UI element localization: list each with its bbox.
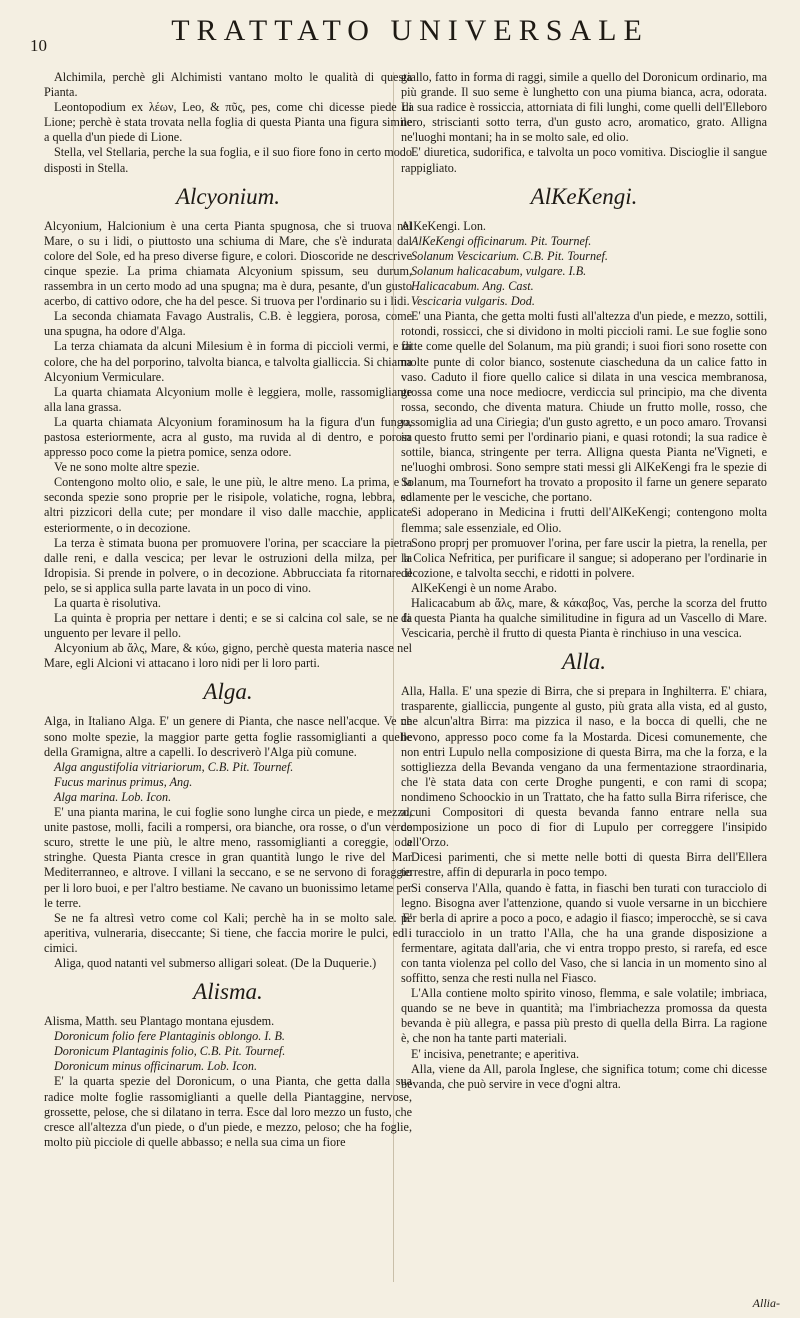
- paragraph: Stella, vel Stellaria, perche la sua foglia, e il suo fiore fono in certo modo disposti in Stella.: [44, 145, 412, 175]
- synonym-line: Halicacabum. Ang. Cast.: [411, 279, 534, 294]
- paragraph: Contengono molto olio, e sale, le une più, le altre meno. La prima, e la seconda spezie sono proprie per le risipole, volatiche, rogna, lebbra, ed altri pizzicori della cute; per mondare il viso dalle macchie, applicate esteriormente, o in decozione.: [44, 475, 412, 535]
- paragraph: Halicacabum ab ἅλς, mare, & κάκαβος, Vas, perche la scorza del frutto di questa Pianta ha qualche similitudine in figura ad un Vascello di Mare. Vescicaria, perchè il frutto di questa Pianta è rinchiuso in una vescica.: [401, 596, 767, 641]
- paragraph: Leontopodium ex λέων, Leo, & πῦς, pes, come chi dicesse piede di Lione; perchè è stata trovata nella foglia di questa Pianta una figura simile a quella d'un piede di Lione.: [44, 100, 412, 145]
- paragraph: E' diuretica, sudorifica, e talvolta un poco vomitiva. Discioglie il sangue rappigliato.: [401, 145, 767, 175]
- synonym-line: Fucus marinus primus, Ang.: [54, 774, 193, 789]
- right-column: [401, 70, 767, 1092]
- synonym-line: Doronicum minus officinarum. Lob. Icon.: [54, 1059, 258, 1074]
- page-number: 10: [30, 36, 47, 55]
- entry-heading-alga: Alga.: [203, 679, 253, 705]
- paragraph: E' una pianta marina, le cui foglie sono lunghe circa un piede, e mezzo, unite pastose, molli, facili a rompersi, ora bianche, ora rosse, o d'un verde scuro, strette le une più, le altre meno, rassomiglianti a coreggie, o a stringhe. Questa Pianta cresce in gran quantità lungo le rive del Mar Mediterranneo, e altrove. I villani la seccano, e se ne servono di foraggio per li loro buoi, e per l'altro bestiame. Ne cavano un buonissimo letame per le terre.: [44, 805, 412, 910]
- paragraph: La quarta è risolutiva.: [54, 596, 161, 610]
- running-head: [0, 6, 800, 66]
- paragraph: L'Alla contiene molto spirito vinoso, flemma, e sale volatile; imbriaca, quando se ne beve in quantità; ma l'imbriachezza promossa da questa bevanda è più allegra, e passa più presto di quella della Birra. La ragione è, che non ha tante parti materiali.: [401, 986, 767, 1046]
- paragraph: La terza è stimata buona per promuovere l'orina, per scacciare la pietra dalle reni, e dalla vescica; per levar le ostruzioni della milza, per la Idropisia. Si prende in polvere, o in decozione. Abbrucciata fa ritornare il pelo, se si applica sulla parte lavata in un poco di vino.: [44, 535, 412, 595]
- paragraph: E' incisiva, penetrante; e aperitiva.: [411, 1046, 580, 1061]
- paragraph: Alla, Halla. E' una spezie di Birra, che si prepara in Inghilterra. E' chiara, trasparente, gialliccia, pungente al gusto, più grata alla vista, ed al gusto, che alcun'altra Birra: ma pizzica il naso, e la bocca di quelli, che ne bevono, appresso poco come fa la Mostarda. Dicesi comunemente, che non entri Lupulo nella composizione di questa Birra, ma che la forza, e la sottigliezza della Bevanda vengano da una fermentazione straordinaria, che l'è stata data con certe Droghe pungenti, e con rami di scopa; nondimeno Schoockio in un Trattato, che ha fatto sulla Birra riferisce, che alcuni Compositori di questa bevanda fanno entrare nella sua composizione un poco di fior di Lupulo per correggere l'insipido dell'Orzo.: [401, 684, 767, 850]
- paragraph: E' la quarta spezie del Doronicum, o una Pianta, che getta dalla sua radice molte foglie rassomiglianti a quelle della Piantaggine, nervose, grossette, pelose, che si dilatano in terra. Esce dal loro mezzo un fusto, che cresce all'altezza d'un piede, o d'un piede, e mezzo, peloso; che ha foglie, molto più picciole di quelle abbasso; e nella sua cima un fiore: [44, 1074, 412, 1149]
- paragraph: Alchimila, perchè gli Alchimisti vantano molto le qualità di questa Pianta.: [44, 70, 412, 100]
- paragraph: giallo, fatto in forma di raggi, simile a quello del Doronicum ordinario, ma più grande. Il suo seme è lunghetto con una piuma bianca, acra, odorata. La sua radice è rossiccia, attorniata di fili lunghi, come quelli dell'Elleboro nero, striscianti sotto terra, d'un gusto acro, aromatico, grato. Alligna ne'luoghi montani; ha in se molto sale, ed olio.: [401, 70, 767, 145]
- entry-heading-alcyonium: Alcyonium.: [175, 183, 281, 209]
- synonym-line: Solanum halicacabum, vulgare. I.B.: [411, 263, 587, 278]
- synonym-line: Alga angustifolia vitriariorum, C.B. Pit. Tournef.: [54, 759, 294, 774]
- paragraph: La seconda chiamata Favago Australis, C.B. è leggiera, porosa, come una spugna, ha odore d'Alga.: [44, 309, 412, 339]
- synonym-line: Doronicum Plantaginis folio, C.B. Pit. Tournef.: [54, 1044, 286, 1059]
- paragraph: Si adoperano in Medicina i frutti dell'AlKeKengi; contengono molta flemma; sale essenziale, ed Olio.: [401, 505, 767, 535]
- paragraph: Si conserva l'Alla, quando è fatta, in fiaschi ben turati con turacciolo di legno. Bisogna aver l'attenzione, quando si vuole versarne in un bicchiere per berla di aprire a poco a poco, e adagio il fiasco; imperocchè, se si cava il turacciolo in un tratto l'Alla, che ha una grande disposizione a fermentare, agitata dall'aria, che vi entra troppo presto, si rarefa, ed esce con tanta violenza pel collo del Vaso, che si lancia in un momento sino al soffitto, senza che resti nulla nel Fiasco.: [401, 880, 767, 986]
- running-title: TRATTATO UNIVERSALE: [171, 14, 649, 47]
- paragraph: AlKeKengi è un nome Arabo.: [411, 580, 557, 595]
- catchword: Allia-: [752, 1296, 780, 1310]
- paragraph: Alcyonium, Halcionium è una certa Pianta spugnosa, che si truova nel Mare, o su i lidi, o piuttosto una schiuma di Mare, che s'è indurata dal colore del Sole, ed ha preso diverse figure, e colori. Dioscoride ne descrive cinque spezie. La prima chiamata Alcyonium spissum, seu durum, rassembra in un certo modo ad una spugna; ma è dura, pesante, d'un gusto acerbo, di cattivo odore, che ha del pesce. Si truova per l'ordinario su i lidi.: [44, 218, 412, 309]
- paragraph: Alisma, Matth. seu Plantago montana ejusdem.: [44, 1014, 275, 1029]
- paragraph: Alla, viene da All, parola Inglese, che significa totum; come chi dicesse bevanda, che può servire in vece d'ogni altra.: [401, 1061, 767, 1091]
- synonym-line: AlKeKengi officinarum. Pit. Tournef.: [411, 233, 592, 248]
- paragraph: AlKeKengi. Lon.: [401, 218, 486, 233]
- paragraph: Dicesi parimenti, che si mette nelle botti di questa Birra dell'Ellera terrestre, affin di depurarla in poco tempo.: [401, 850, 767, 880]
- entry-heading-alisma: Alisma.: [193, 979, 263, 1005]
- paragraph: La terza chiamata da alcuni Milesium è in forma di piccioli vermi, e di colore, che ha del porporino, talvolta bianca, e talvolta gialliccia. Si chiama Alcyonium Vermiculare.: [44, 339, 412, 384]
- entry-heading-alla: Alla.: [561, 649, 607, 675]
- paragraph: Alga, in Italiano Alga. E' un genere di Pianta, che nasce nell'acque. Ve ne sono molte spezie, la maggior parte getta foglie rassomiglianti a quelle della Gramigna, altre a capelli. Io descriverò l'Alga più comune.: [44, 714, 412, 759]
- paragraph: Ve ne sono molte altre spezie.: [54, 460, 200, 475]
- paragraph: Sono proprj per promuover l'orina, per fare uscir la pietra, la renella, per la Colica Nefritica, per purificare il sangue; si adoperano per l'ordinarie in decozione, e talvolta secchi, e ridotti in polvere.: [401, 535, 767, 580]
- synonym-line: Doronicum folio fere Plantaginis oblongo. I. B.: [54, 1029, 285, 1044]
- paragraph: La quarta chiamata Alcyonium molle è leggiera, molle, rassomigliante alla lana grassa.: [44, 384, 412, 414]
- paragraph: Se ne fa altresì vetro come col Kali; perchè ha in se molto sale. E' aperitiva, vulneraria, diseccante; Si tiene, che faccia morire le pulci, ed i cimici.: [44, 910, 412, 955]
- synonym-line: Solanum Vescicarium. C.B. Pit. Tournef.: [411, 248, 608, 263]
- paragraph: E' una Pianta, che getta molti fusti all'altezza d'un piede, e mezzo, sottili, rotondi, rossicci, che si dividono in molti piccioli rami. Le sue foglie sono fatte come quelle del Solanum, ma più grandi; i suoi fiori sono rosette con molte punte di color bianco, sostenute ciascheduna da un calice fatto in vaso. Caduto il fiore quello calice si dilata in una vescica membranosa, grossa come una noce mediocre, verdiccia sul principio, ma che diventa rossa, secondo, che diventa matura. Chiude un frutto molle, rosso, che rassomiglia ad una Ciriegia; d'un gusto agretto, e un poco amaro. Trovansi in questo frutto semi per l'ordinario piani, e quasi rotondi; la sua radice è sottile, bianca, stringente per terra. Alligna questa Pianta ne'Vigneti, e ne'luoghi ombrosi. Sono sempre stati messi gli AlKeKengi fra le spezie di Solanum, ma Tournefort ha trovato a proposito il farne un genere separato solamente per le vesciche, che portano.: [401, 309, 767, 505]
- entry-heading-alkekengi: AlKeKengi.: [530, 183, 638, 209]
- paragraph: La quinta è propria per nettare i denti; e se si calcina col sale, se ne fa unguento per levare il pello.: [44, 611, 412, 641]
- synonym-line: Vescicaria vulgaris. Dod.: [411, 294, 535, 309]
- paragraph: La quarta chiamata Alcyonium foraminosum ha la figura d'un fungo, pastosa esteriormente, acra al gusto, ma ruvida al di dentro, e porosa appresso poco come la pietra pomice, senza odore.: [44, 414, 412, 460]
- synonym-line: Alga marina. Lob. Icon.: [54, 789, 172, 804]
- paragraph: Alcyonium ab ἅλς, Mare, & κύω, gigno, perchè questa materia nasce nel Mare, egli Alcioni vi attacano i loro nidi per li loro parti.: [44, 641, 412, 671]
- left-column: [44, 70, 412, 1150]
- paragraph: Aliga, quod natanti vel submerso alligari soleat. (De la Duquerie.): [54, 955, 377, 970]
